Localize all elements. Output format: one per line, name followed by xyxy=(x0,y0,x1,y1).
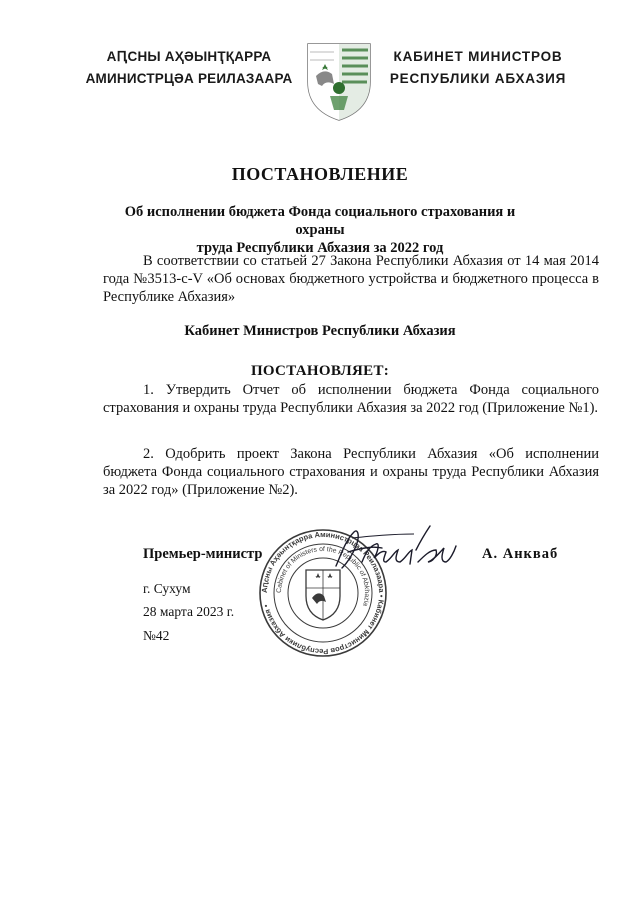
handwritten-signature xyxy=(332,522,462,576)
header-left-line2: АМИНИСТРЦӘА РЕИЛАЗААРА xyxy=(85,71,293,86)
header-right-line2: РЕСПУБЛИКИ АБХАЗИЯ xyxy=(389,71,567,86)
resolution-item-1: 1. Утвердить Отчет об исполнении бюджета Фонда социального страхования и охраны труда Республики Абхазия за 2022 год (Приложение №1). xyxy=(103,382,599,416)
preamble-paragraph: В соответствии со статьей 27 Закона Республики Абхазия от 14 мая 2014 года №3513-с-V «Об основах бюджетного устройства и бюджетного процесса в Республике Абхазия» xyxy=(103,253,599,305)
subtitle-line1: Об исполнении бюджета Фонда социального страхования и охраны xyxy=(124,204,516,238)
resolves-heading: ПОСТАНОВЛЯЕТ: xyxy=(250,363,390,379)
document-subtitle xyxy=(100,203,540,257)
issue-date: 28 марта 2023 г. xyxy=(143,604,235,619)
header-left-title xyxy=(84,46,294,90)
place-of-issue: г. Сухум xyxy=(143,581,191,596)
header-right-title xyxy=(388,46,568,90)
header-right-line1: КАБИНЕТ МИНИСТРОВ xyxy=(393,49,563,64)
document-number: №42 xyxy=(143,628,170,643)
subtitle-line2: труда Республики Абхазия за 2022 год xyxy=(196,240,444,256)
signatory-name: А. Анкваб xyxy=(482,546,559,562)
issuing-authority: Кабинет Министров Республики Абхазия xyxy=(184,323,456,339)
seal-inner-text: Cabinet of Ministers of the Republic of Abkhazia xyxy=(275,545,371,607)
resolution-item-2: 2. Одобрить проект Закона Республики Абхазия «Об исполнении бюджета Фонда социального страхования и охраны труда Республики Абхазия за 2022 год» (Приложение №2). xyxy=(103,446,599,498)
signatory-position: Премьер-министр xyxy=(143,546,263,562)
header-left-line1: АԤСНЫ АҲӘЫНҬҚАРРА xyxy=(106,49,272,64)
seal-outer-text: Аԥсны Аҳәынҭқарра Аминистрцәа Реилазаара • Кабинет Министров Республики Абхазия • xyxy=(259,529,387,657)
coat-of-arms-icon xyxy=(304,40,374,122)
document-title: ПОСТАНОВЛЕНИЕ xyxy=(231,164,409,184)
